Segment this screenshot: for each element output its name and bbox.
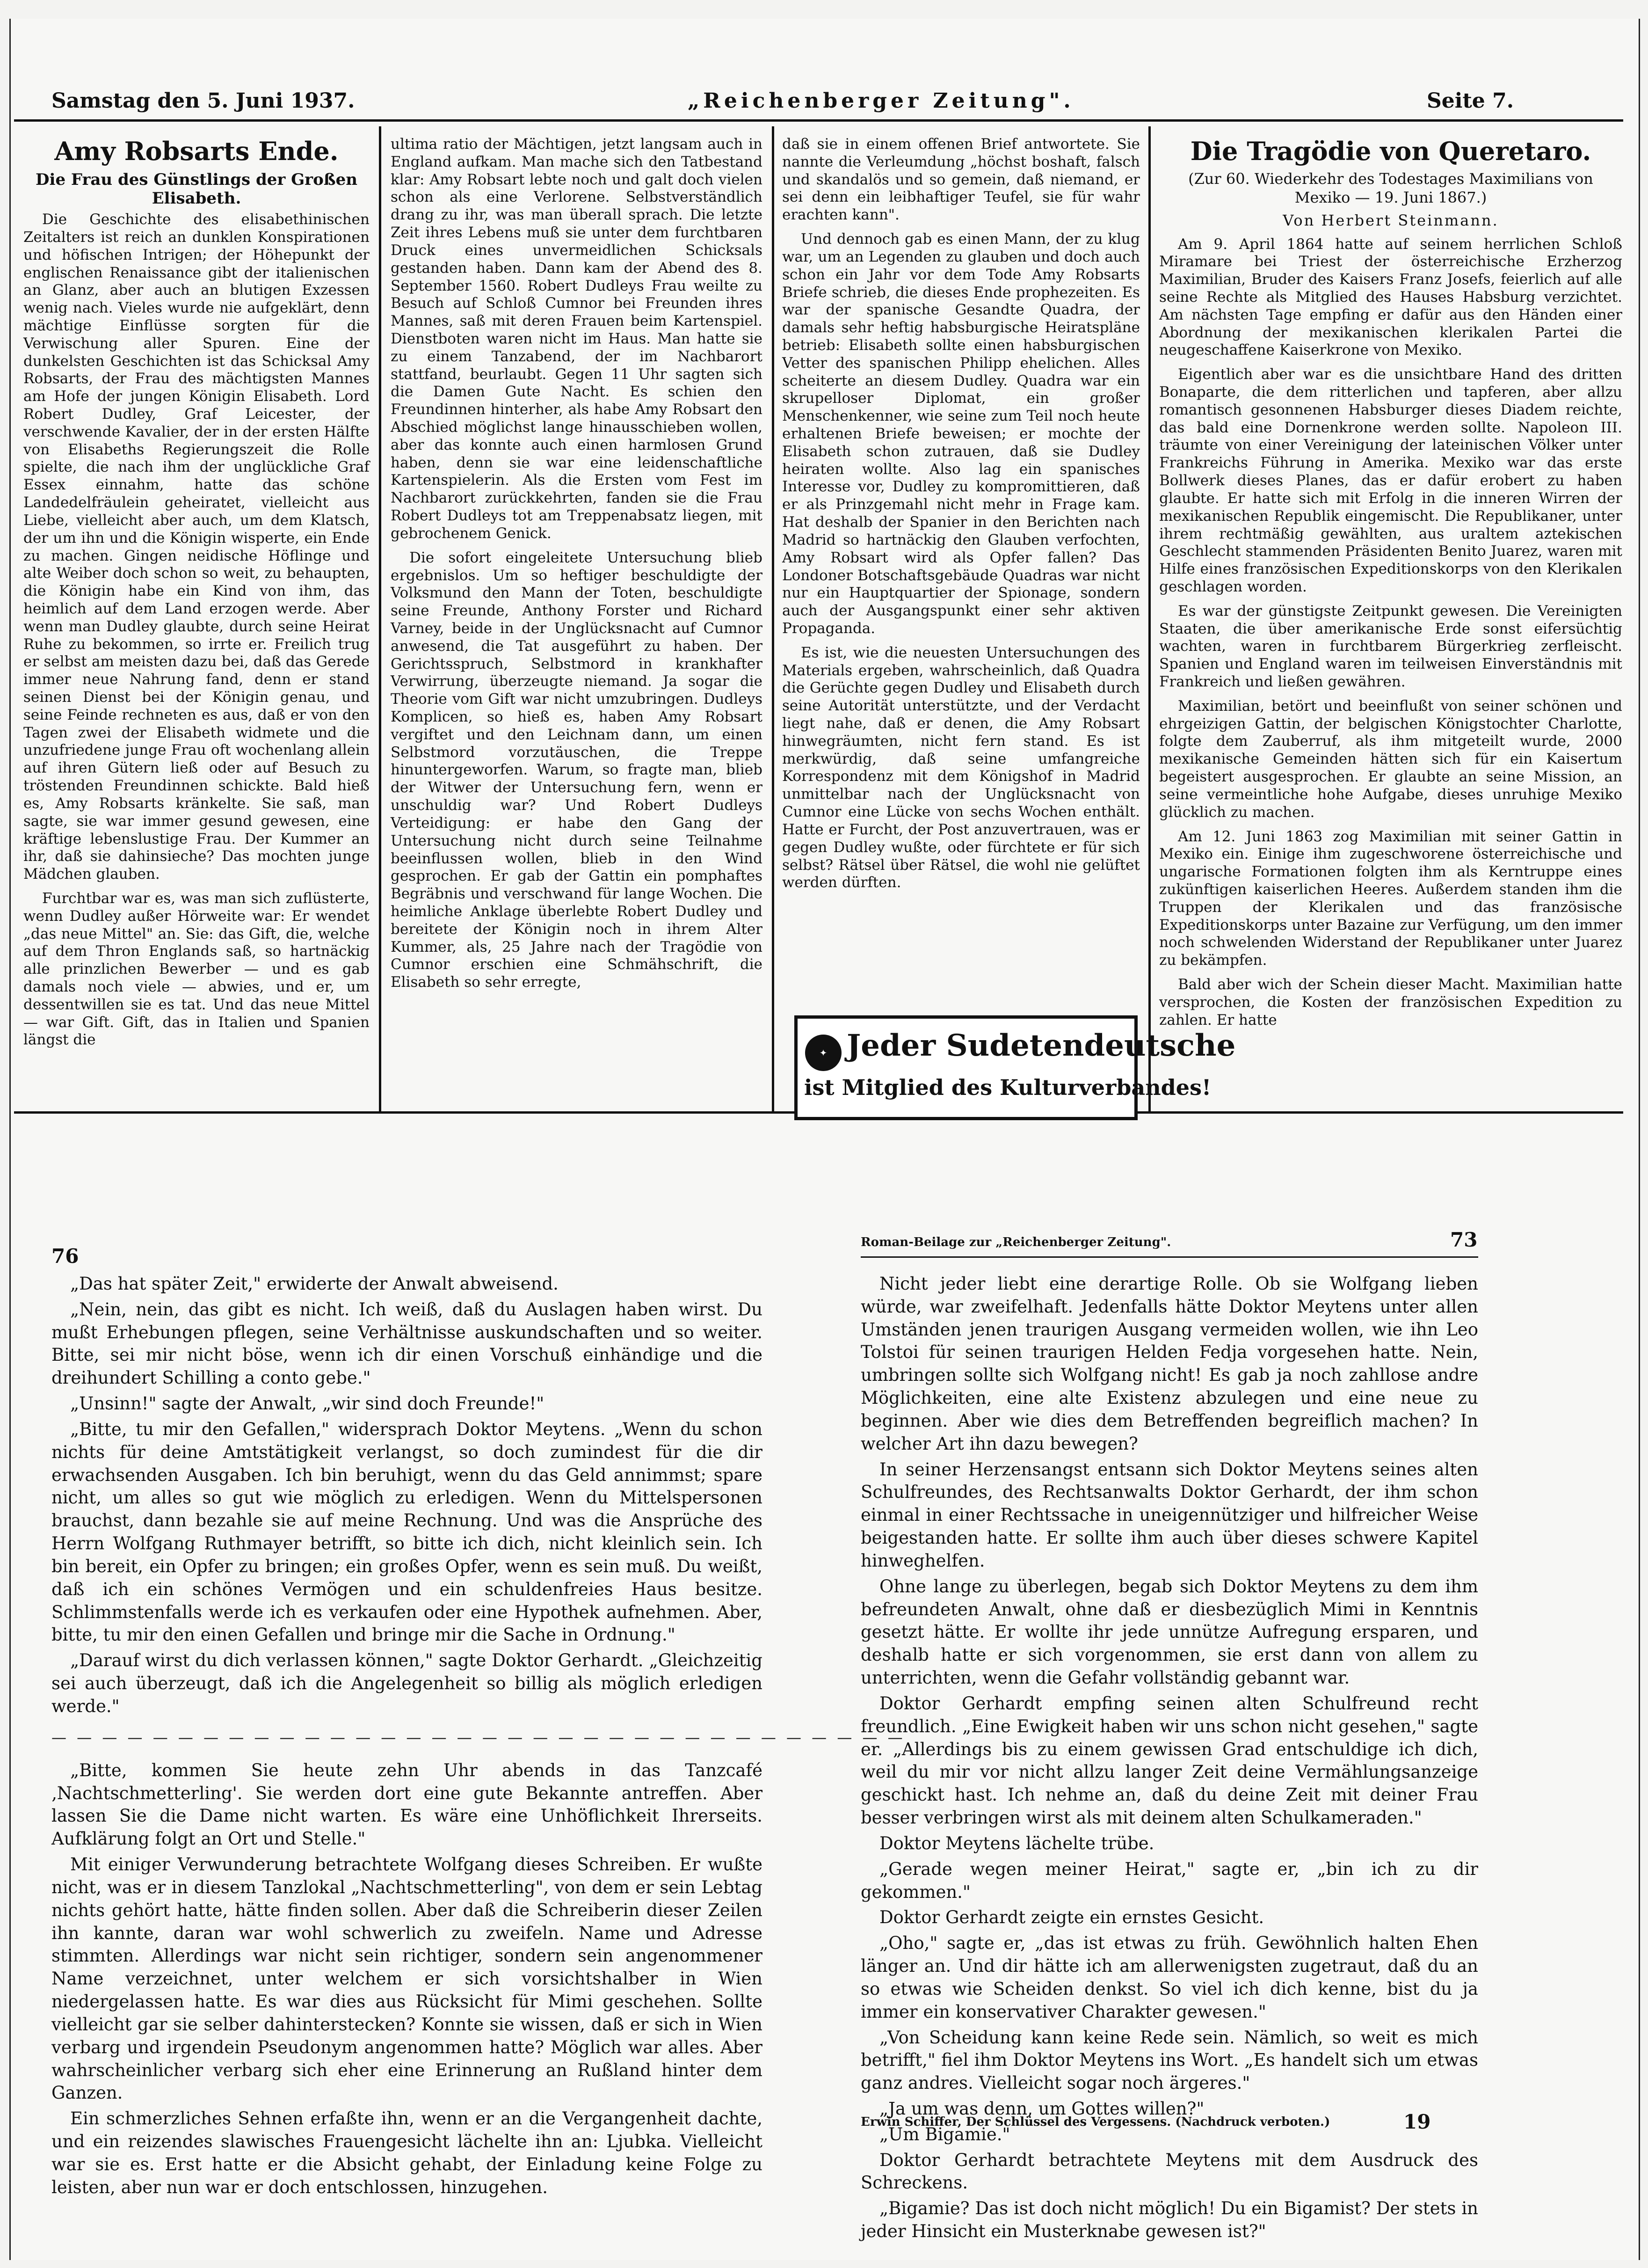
article-paragraph: Am 9. April 1864 hatte auf seinem herrlichen Schloß Miramare bei Triest der österreichische Erzherzog Maximilian, Bruder des Kaisers Franz Josefs, feierlich auf alle seine Rechte als Mitglied des Hauses Habsburg verzichtet. Am nächsten Tage empfing er dafür aus den Händen einer Abordnung der mexikanischen klerikalen Partei die neugeschaffene Kaiserkrone von Mexiko. bbox=[1159, 235, 1622, 359]
novel-paragraph: „Darauf wirst du dich verlassen können," sagte Doktor Gerhardt. „Gleichzeitig sei auch überzeugt, daß ich die Angelegenheit so billig als möglich erledigen werde." bbox=[51, 1650, 762, 1716]
advertisement-box bbox=[794, 1015, 1236, 1120]
novel-paragraph: „Gerade wegen meiner Heirat," sagte er, „bin ich zu dir gekommen." bbox=[861, 1859, 1478, 1902]
column-rule-2 bbox=[772, 126, 774, 1114]
article-paragraph: Am 12. Juni 1863 zog Maximilian mit seiner Gattin in Mexiko ein. Einige ihm zugeschworene österreichische und ungarische Formationen folgten ihm als Kerntruppe eines zukünftigen kaiserlichen Heeres. Außerdem standen ihm die Truppen der Klerikalen und das französische Expeditionskorps unter Bazaine zur Verfügung, um den immer noch schwelenden Widerstand der Republikaner unter Juarez zu bekämpfen. bbox=[1159, 828, 1622, 969]
article-paragraph: Maximilian, betört und beeinflußt von seiner schönen und ehrgeizigen Gattin, der belgischen Königstochter Charlotte, folgte dem Zauberruf, als ihm mitgeteilt wurde, 2000 mexikanische Gemeinden hätten sich für ein Kaisertum begeistert ausgesprochen. Er glaubte an seine Mission, an seine vermeintliche hohe Aufgabe, dieses unruhige Mexiko glücklich zu machen. bbox=[1159, 697, 1622, 821]
novel-paragraph: „Um Bigamie." bbox=[879, 2124, 1010, 2144]
novel-page-number-left: 76 bbox=[51, 1245, 79, 1268]
novel-page-left bbox=[51, 1273, 906, 2197]
article-paragraph: Und dennoch gab es einen Mann, der zu klug war, um an Legenden zu glauben und doch auch schon ein Jahr vor dem Tode Amy Robsarts Briefe schrieb, die dieses Ende prophezeiten. Es war der spanische Gesandte Quadra, der damals sehr heftig habsburgische Heiratspläne betrieb: Elisabeth sollte einen habsburgischen Vetter des spanischen Philipp ehelichen. Alles scheiterte an diesem Dudley. Quadra war ein skrupelloser Diplomat, ein großer Menschenkenner, wie seine zum Teil noch heute erhaltenen Briefe beweisen; er mochte der Elisabeth schon zutrauen, daß sie Dudley heiraten wollte. Also lag ein spanisches Interesse vor, Dudley zu kompromittieren, daß er als Prinzgemahl nicht mehr in Frage kam. Hat deshalb der Spanier in den Berichten nach Madrid so hartnäckig den Glauben verfochten, Amy Robsart wird als Opfer fallen? Das Londoner Botschaftsgebäude Quadras war nicht nur ein Hauptquartier der Spionage, sondern auch der Ausgangspunkt einer sehr aktiven Propaganda. bbox=[782, 231, 1140, 637]
article-byline: Von Herbert Steinmann. bbox=[1283, 211, 1499, 229]
seal-icon: ✦ bbox=[805, 1035, 842, 1071]
novel-paragraph: Doktor Gerhardt empfing seinen alten Schulfreund recht freundlich. „Eine Ewigkeit haben wir uns schon nicht gesehen," sagte er. „Allerdings bis zu einem gewissen Grad entschuldige ich dich, weil du mir vor nicht allzu langer Zeit deine Vermählungsanzeige geschickt hast. Ich nehme an, daß du deine Zeit mit deiner Frau besser verbringen wirst als mit deinem alten Schulkameraden." bbox=[861, 1693, 1478, 1828]
novel-footer-credit: Erwin Schiffer, Der Schlüssel des Vergessens. (Nachdruck verboten.) bbox=[861, 2115, 1330, 2129]
header-newspaper-name: „Reichenberger Zeitung". bbox=[688, 89, 1074, 113]
novel-paragraph: „Nein, nein, das gibt es nicht. Ich weiß, daß du Auslagen haben wirst. Du mußt Erhebungen pflegen, seine Verhältnisse auskundschaften und so weiter. Bitte, sei mir nicht böse, wenn ich dir einen Vorschuß einhändige und die dreihundert Schilling a conto gebe." bbox=[51, 1299, 762, 1388]
novel-paragraph: „Bitte, kommen Sie heute zehn Uhr abends in das Tanzcafé ‚Nachtschmetterling'. Sie werden dort eine gute Bekannte antreffen. Aber lassen Sie die Dame nicht warten. Es wäre eine Unhöflichkeit Ihrerseits. Aufklärung folgt an Ort und Stelle." bbox=[51, 1760, 762, 1849]
article-paragraph: Bald aber wich der Schein dieser Macht. Maximilian hatte versprochen, die Kosten der französischen Expedition zu zahlen. Er hatte bbox=[1159, 976, 1622, 1028]
article-paragraph: ultima ratio der Mächtigen, jetzt langsam auch in England aufkam. Man mache sich den Tatbestand klar: Amy Robsart lebte noch und galt doch vielen schon als eine Verlorene. Selbstverständlich drang zu ihr, was man überall sprach. Die letzte Zeit ihres Lebens muß sie unter dem furchtbaren Druck eines unvermeidlichen Schicksals gestanden haben. Dann kam der Abend des 8. September 1560. Robert Dudleys Frau weilte zu Besuch auf Schloß Cumnor bei Freunden ihres Mannes, saß mit deren Frauen beim Kartenspiel. Dienstboten waren nicht im Haus. Man hatte sie zu einem Tanzabend, der im Nachbarort stattfand, beurlaubt. Gegen 11 Uhr sagten sich die Damen Gute Nacht. Es schien den Freundinnen hinterher, als habe Amy Robsart den Abschied möglichst lange hinausschieben wollen, aber das konnte auch einen harmlosen Grund haben, denn sie war eine leidenschaftliche Kartenspielerin. Als die Ersten vom Fest im Nachbarort zurückkehrten, fanden sie die Frau Robert Dudleys tot am Treppenabsatz liegen, mit gebrochenem Genick. bbox=[391, 136, 762, 542]
advertisement-line-1: Jeder Sudetendeutsche bbox=[847, 1028, 1236, 1063]
article-paragraph: Die Geschichte des elisabethinischen Zeitalters ist reich an dunklen Konspirationen und höfischen Intrigen; der Höhepunkt der englischen Renaissance gibt der italienischen an Glanz, aber auch an blutigen Exzessen wenig nach. Vieles wurde nie aufgeklärt, denn mächtige Einflüsse sorgten für die Verwischung aller Spuren. Eine der dunkelsten Geschichten ist das Schicksal Amy Robsarts, der Frau des mächtigsten Mannes am Hofe der jungen Königin Elisabeth. Lord Robert Dudley, Graf Leicester, der verschwende Kavalier, der in der ersten Hälfte von Elisabeths Regierungszeit die Rolle spielte, die nach ihm der unglückliche Graf Essex einnahm, hatte das schöne Landedelfräulein geheiratet, vielleicht aus Liebe, vielleicht aber auch, um dem Klatsch, der um ihn und die Königin wisperte, ein Ende zu machen. Gingen neidische Höflinge und alte Weiber doch schon so weit, zu behaupten, die Königin habe ein Kind von ihm, das heimlich auf dem Land erzogen werde. Aber wenn man Dudley glaubte, durch seine Heirat Ruhe zu bekommen, so irrte er. Freilich trug er selbst am meisten dazu bei, daß das Gerede immer neue Nahrung fand, denn er stand seinen Dienst bei der Königin genau, und seine Feinde rechneten es aus, daß er von den Tagen zwei der Elisabeth widmete und die unzufriedene junge Frau oft wochenlang allein auf ihren Gütern ließ oder auf Besuch zu tröstenden Freundinnen schickte. Bald hieß es, Amy Robsarts kränkelte. Sie saß, man sagte, sie war immer gesund gewesen, eine kräftige lebenslustige Frau. Der Kummer an ihr, daß sie dahinsieche? Das mochten junge Mädchen glauben. bbox=[23, 211, 370, 883]
novel-paragraph: „Von Scheidung kann keine Rede sein. Nämlich, so weit es mich betrifft," fiel ihm Doktor Meytens ins Wort. „Es handelt sich um etwas ganz andres. Vielleicht sogar noch ärgeres." bbox=[861, 2027, 1478, 2093]
novel-paragraph: Ein schmerzliches Sehnen erfaßte ihn, wenn er an die Vergangenheit dachte, und ein reizendes slawisches Frauengesicht lächelte ihn an: Ljubka. Vielleicht war sie es. Erst hatte er die Absicht gehabt, der Einladung keine Folge zu leisten, aber nun war er doch entschlossen, hinzugehen. bbox=[51, 2108, 762, 2197]
article-paragraph: Die sofort eingeleitete Untersuchung blieb ergebnislos. Um so heftiger beschuldigte der Volksmund den Mann der Toten, beschuldigte seine Freunde, Anthony Forster und Richard Varney, beide in der Unglücksnacht auf Cumnor anwesend, die Tat ausgeführt zu haben. Der Gerichtsspruch, Selbstmord in krankhafter Verwirrung, überzeugte niemand. Ja sogar die Theorie vom Gift war nicht umzubringen. Dudleys Komplicen, so hieß es, haben Amy Robsart vergiftet und den Leichnam dann, um einen Selbstmord vorzutäuschen, die Treppe hinuntergeworfen. Warum, so fragte man, blieb der Witwer der Untersuchung fern, wenn er unschuldig war? Und Robert Dudleys Verteidigung: er habe den Gang der Untersuchung nicht durch seine Teilnahme beeinflussen wollen, blieb in den Wind gesprochen. Er gab der Gattin ein pomphaftes Begräbnis und verschwand für lange Wochen. Die heimliche Anklage überlebte Robert Dudley und bereitete der Königin noch in ihrem Alter Kummer, als, 25 Jahre nach der Tragödie von Cumnor erschien eine Schmähschrift, die Elisabeth so sehr erregte, bbox=[391, 549, 762, 991]
novel-paragraph: Mit einiger Verwunderung betrachtete Wolfgang dieses Schreiben. Er wußte nicht, was er in diesem Tanzlokal „Nachtschmetterling", von dem er sein Lebtag nichts gehört hatte, hätte finden sollen. Aber daß die Schreiberin dieser Zeilen ihn kannte, daran war wohl schwerlich zu zweifeln. Name und Adresse stimmten. Allerdings war nicht sein richtiger, sondern sein angenommener Name verzeichnet, unter welchem er sich vorsichtshalber in Wien niedergelassen hatte. Es war dies aus Rücksicht für Mimi geschehen. Sollte vielleicht gar sie selber dahinterstecken? Konnte sie wissen, daß er sich in Wien verbarg und irgendein Pseudonym angenommen hatte? Möglich war alles. Aber wahrscheinlicher verbarg sich eher eine Erinnerung an Rußland hinter dem Ganzen. bbox=[51, 1854, 762, 2103]
section-divider: — — — — — — — — — — — — — — — — — — — — — — — — — — — — — — — — — — bbox=[51, 1728, 906, 1746]
header-date: Samstag den 5. Juni 1937. bbox=[51, 89, 355, 113]
header-rule bbox=[14, 119, 1623, 122]
novel-paragraph: Doktor Gerhardt betrachtete Meytens mit dem Ausdruck des Schreckens. bbox=[861, 2150, 1478, 2193]
article-subtitle: Die Frau des Günstlings der Großen Elisabeth. bbox=[36, 170, 357, 208]
advertisement-line-2: ist Mitglied des Kulturverbandes! bbox=[804, 1075, 1212, 1100]
article-paragraph: daß sie in einem offenen Brief antwortete. Sie nannte die Verleumdung „höchst boshaft, falsch und skandalös und so gemein, daß niemand, er sei denn ein leibhaftiger Teufel, sie für wahr erachten kann". bbox=[782, 136, 1140, 224]
novel-paragraph: Ohne lange zu überlegen, begab sich Doktor Meytens zu dem ihm befreundeten Anwalt, ohne daß er diesbezüglich Mimi in Kenntnis gesetzt hätte. Er wollte ihr jede unnütze Aufregung ersparen, und deshalb hatte er sich vorgenommen, sie erst dann von allem zu unterrichten, wenn die Gefahr vollständig gebannt war. bbox=[861, 1576, 1478, 1688]
novel-paragraph: In seiner Herzensangst entsann sich Doktor Meytens seines alten Schulfreundes, des Rechtsanwalts Doktor Gerhardt, der ihm schon einmal in einer Rechtssache in uneigennütziger und hilfreicher Weise beigestanden hatte. Er sollte ihm auch über dieses schwere Kapitel hinweghelfen. bbox=[861, 1459, 1478, 1571]
article-amy-robsart bbox=[23, 136, 370, 1109]
novel-paragraph: Doktor Gerhardt zeigte ein ernstes Gesicht. bbox=[879, 1907, 1264, 1928]
header-page-number: Seite 7. bbox=[1427, 89, 1514, 113]
column-rule-1 bbox=[379, 126, 381, 1114]
novel-paragraph: „Oho," sagte er, „das ist etwas zu früh. Gewöhnlich halten Ehen länger an. Und dir hätte ich am allerwenigsten zugetraut, daß du an so etwas wie Scheiden denkst. So viel ich dich kenne, bist du ja immer ein konservativer Charakter gewesen." bbox=[861, 1933, 1478, 2022]
sheet-number: 19 bbox=[1403, 2110, 1431, 2133]
novel-paragraph: Nicht jeder liebt eine derartige Rolle. Ob sie Wolfgang lieben würde, war zweifelhaft. Jedenfalls hätte Doktor Meytens unter allen Umständen jenen traurigen Ausgang vermeiden wollen, wie ihn Leo Tolstoi für seinen traurigen Helden Fedja vorgesehen hatte. Nein, umbringen sollte sich Wolfgang nicht! Es gab ja noch zahllose andre Möglichkeiten, eine alte Existenz abzulegen und eine neue zu beginnen. Aber wie dies dem Betreffenden begreiflich machen? In welcher Art ihn dazu bewegen? bbox=[861, 1274, 1478, 1454]
article-paragraph: Furchtbar war es, was man sich zuflüsterte, wenn Dudley außer Hörweite war: Er wendet „das neue Mittel" an. Sie: das Gift, die, welche auf dem Thron Englands saß, so hartnäckig alle prinzlichen Bewerber — und es gab damals noch viele — abwies, und er, um dessentwillen sie es tat. Und das neue Mittel — war Gift. Gift, das in Italien und Spanien längst die bbox=[23, 890, 370, 1049]
article-paragraph: Es war der günstigste Zeitpunkt gewesen. Die Vereinigten Staaten, die über amerikanische Erde sonst eifersüchtig wachten, waren in furchtbarem Bürgerkrieg zerfleischt. Spanien und England waren im teilweisen Einverständnis mit Frankreich und ließen gewähren. bbox=[1159, 602, 1622, 690]
article-amy-robsart-end bbox=[782, 136, 1140, 992]
novel-paragraph: „Das hat später Zeit," erwiderte der Anwalt abweisend. bbox=[70, 1274, 559, 1294]
supplement-title: Roman-Beilage zur „Reichenberger Zeitung". bbox=[861, 1235, 1171, 1249]
novel-paragraph: „Ja um was denn, um Gottes willen?" bbox=[879, 2098, 1205, 2119]
column-rule-3 bbox=[1148, 126, 1151, 1114]
article-paragraph: Eigentlich aber war es die unsichtbare Hand des dritten Bonaparte, die dem ritterlichen und tapferen, aber allzu romantisch gesonnenen Habsburger dieses Diadem reichte, das bald eine Dornenkrone werden sollte. Napoleon III. träumte von einer Vereinigung der lateinischen Völker unter Frankreichs Führung in Amerika. Mexiko war das erste Bollwerk dieses Planes, das er dafür erobert zu haben glaubte. Er hatte sich mit Erfolg in die inneren Wirren der mexikanischen Republik eingemischt. Die Republikaner, unter ihrem rechtmäßig gewählten, aus uraltem aztekischen Geschlecht stammenden Präsidenten Benito Juarez, waren mit Hilfe eines französischen Expeditionskorps von den Klerikalen geschlagen worden. bbox=[1159, 366, 1622, 595]
novel-paragraph: Doktor Meytens lächelte trübe. bbox=[879, 1833, 1154, 1853]
supplement-rule bbox=[861, 1256, 1478, 1258]
article-subtitle: (Zur 60. Wiederkehr des Todestages Maximilians von Mexiko — 19. Juni 1867.) bbox=[1188, 169, 1593, 206]
article-title: Die Tragödie von Queretaro. bbox=[1190, 136, 1591, 166]
novel-page-number-right: 73 bbox=[1450, 1228, 1478, 1251]
article-title: Amy Robsarts Ende. bbox=[54, 136, 339, 166]
novel-paragraph: „Bigamie? Das ist doch nicht möglich! Du ein Bigamist? Der stets in jeder Hinsicht ein Musterknabe gewesen ist?" bbox=[861, 2198, 1478, 2242]
article-tragedy-queretaro bbox=[1159, 136, 1622, 1109]
novel-paragraph: „Bitte, tu mir den Gefallen," widersprach Doktor Meytens. „Wenn du schon nichts für deine Amtstätigkeit verlangst, so doch zumindest für die dir erwachsenden Ausgaben. Ich bin beruhigt, wenn du das Geld annimmst; spare nicht, um alles so gut wie möglich zu erledigen. Wenn du Mittelspersonen brauchst, dann bezahle sie auf meine Rechnung. Und was die Ansprüche des Herrn Wolfgang Ruthmayer betrifft, so bitte ich dich, nicht kleinlich sein. Ich bin bereit, ein Opfer zu bringen; ein großes Opfer, wenn es sein muß. Du weißt, daß ich ein schönes Vermögen und ein schuldenfreies Haus besitze. Schlimmstenfalls werde ich es verkaufen oder eine Hypothek aufnehmen. Aber, bitte, tu mir den einen Gefallen und bringe mir die Sache in Ordnung." bbox=[51, 1419, 762, 1645]
novel-paragraph: „Unsinn!" sagte der Anwalt, „wir sind doch Freunde!" bbox=[70, 1393, 544, 1414]
article-paragraph: Es ist, wie die neuesten Untersuchungen des Materials ergeben, wahrscheinlich, daß Quadra die Gerüchte gegen Dudley und Elisabeth durch seine Autorität unterstützte, und der Verdacht liegt nahe, daß er denen, die Amy Robsart hinwegräumten, nicht fern stand. Es ist merkwürdig, daß seine umfangreiche Korrespondenz mit dem Königshof in Madrid unmittelbar nach der Unglücksnacht von Cumnor eine Lücke von sechs Wochen enthält. Hatte er Furcht, der Post anzuvertrauen, was er gegen Dudley wußte, oder fürchtete er für sich selbst? Rätsel über Rätsel, die wohl nie gelüftet werden dürften. bbox=[782, 644, 1140, 891]
article-amy-robsart-continued bbox=[391, 136, 762, 1109]
